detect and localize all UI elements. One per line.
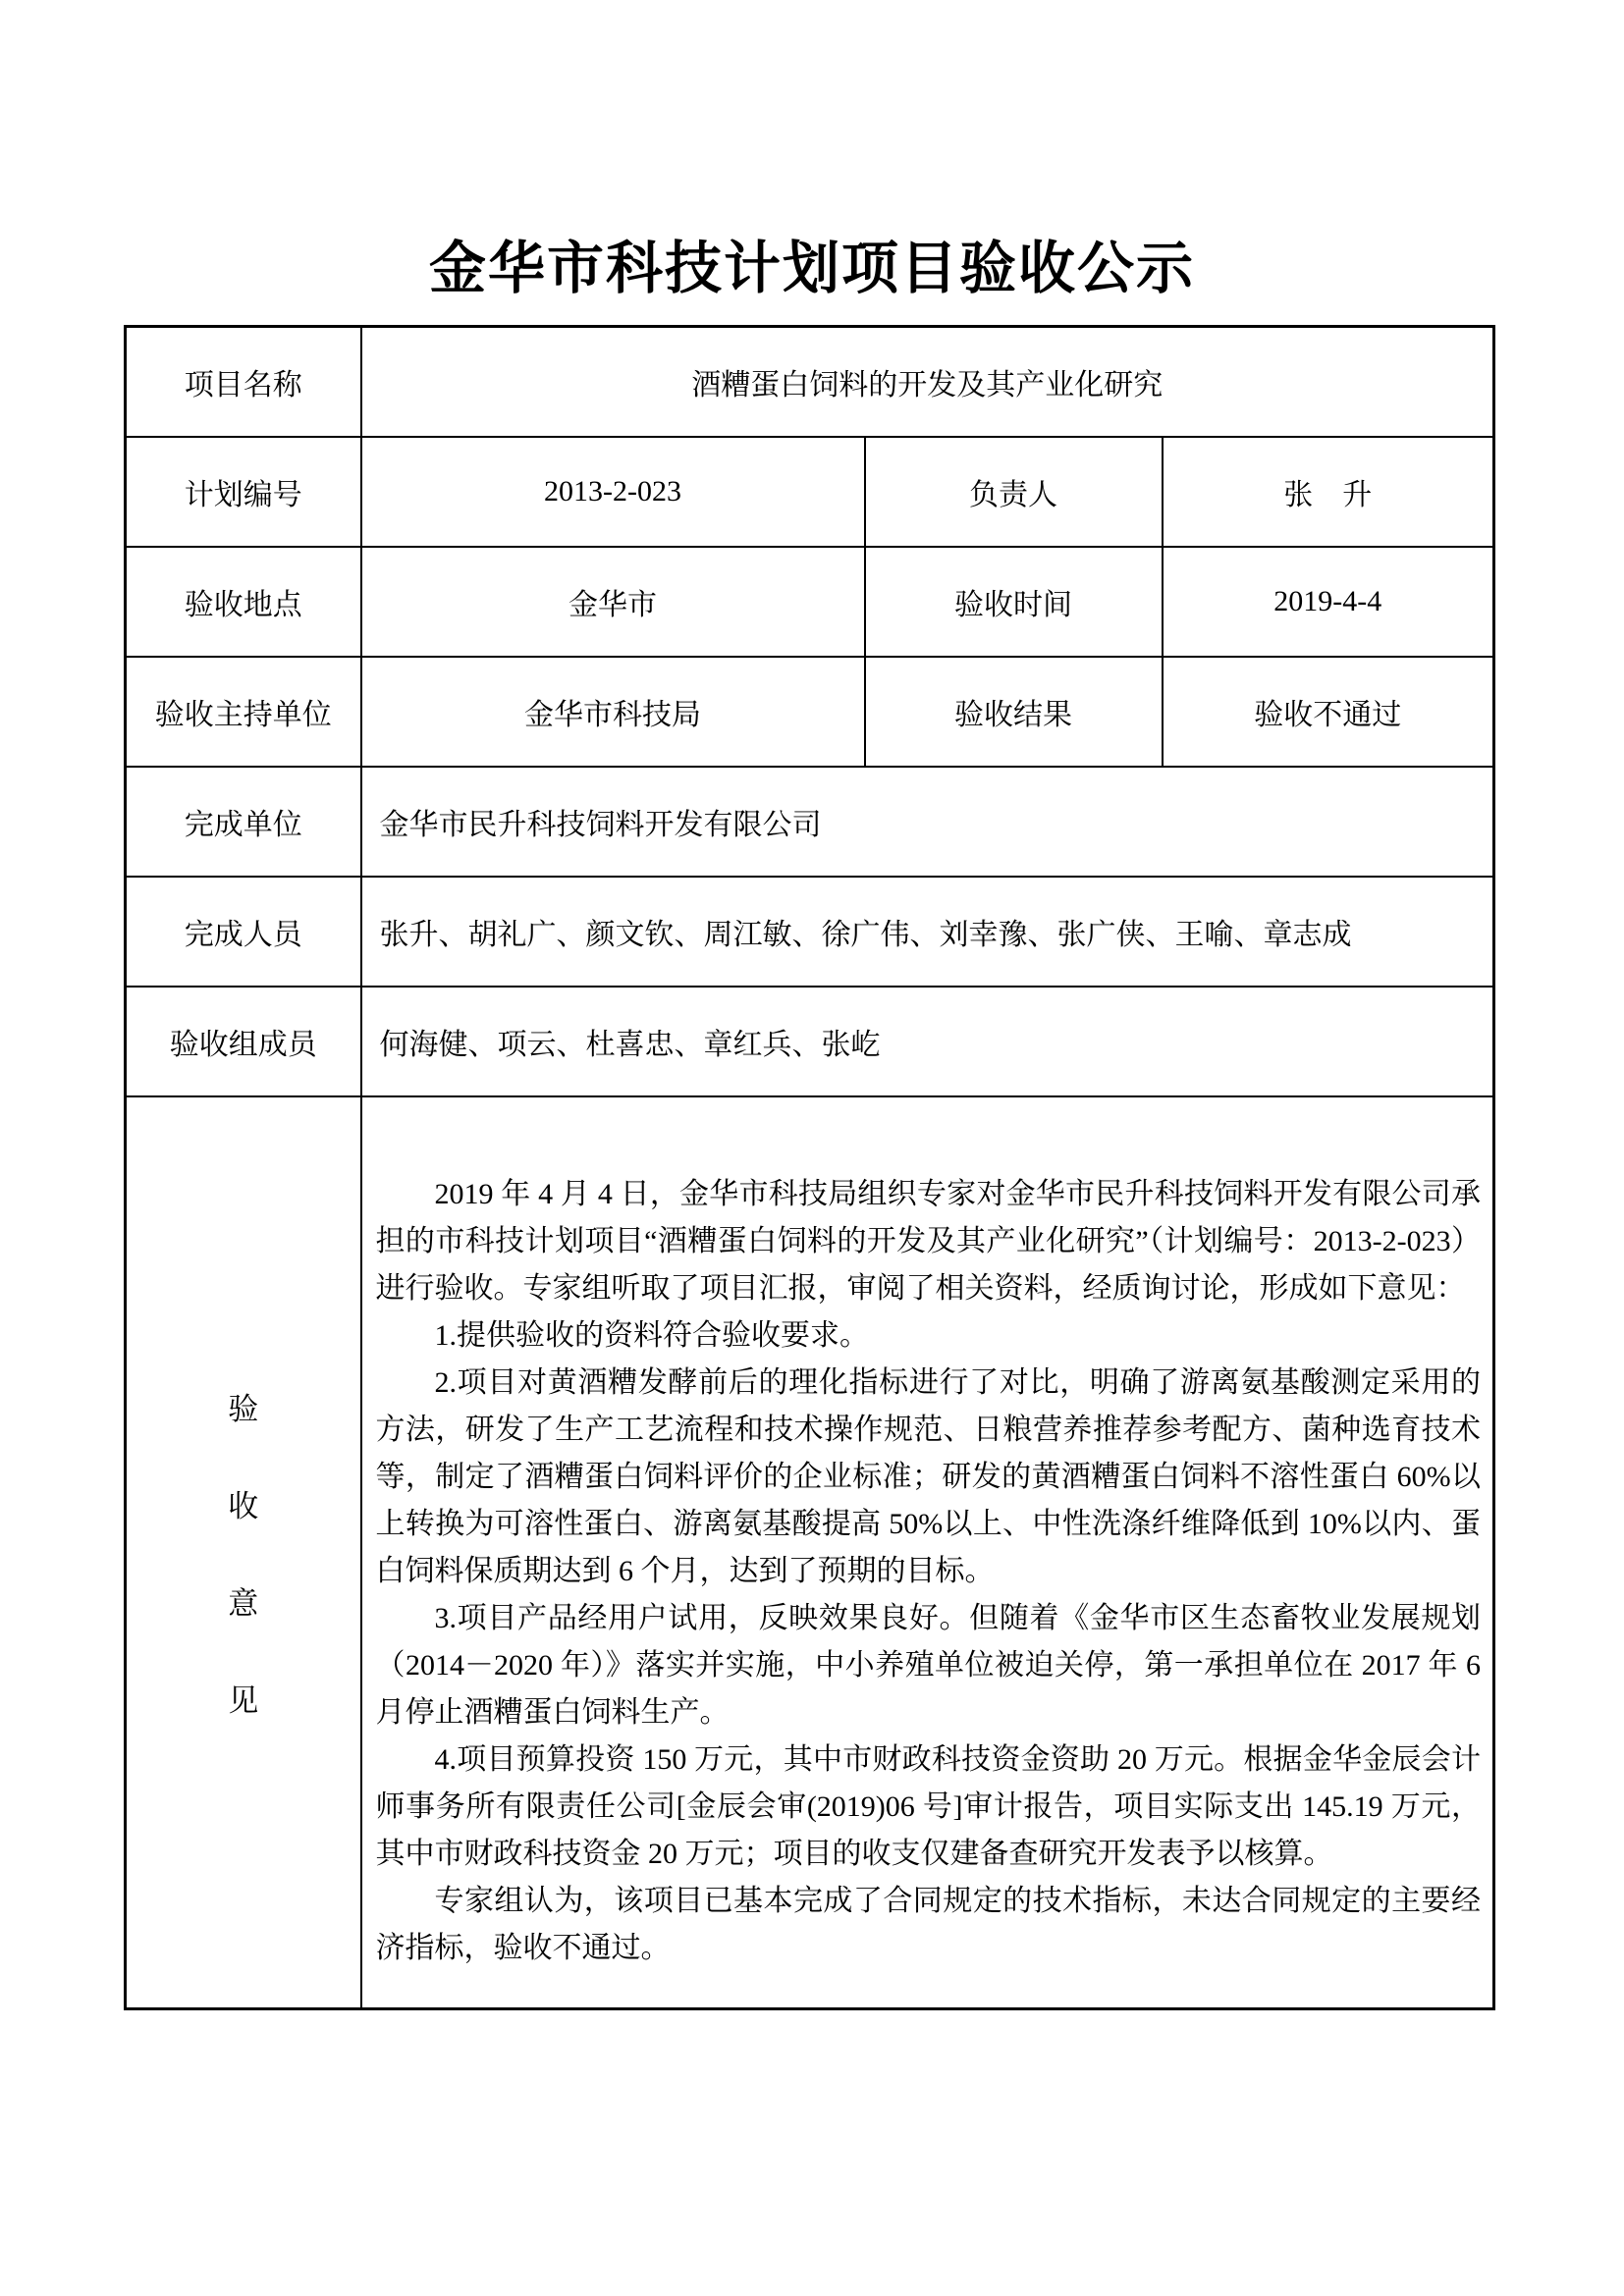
row-plan-number: [126, 437, 1494, 547]
host-unit-label: 验收主持单位: [126, 657, 361, 767]
completion-unit-label: 完成单位: [126, 767, 361, 877]
acceptance-opinion-label: [126, 1096, 361, 2009]
page-title: 金华市科技计划项目验收公示: [428, 237, 1195, 300]
acceptance-time-label: 验收时间: [865, 547, 1163, 657]
host-unit-value: 金华市科技局: [361, 657, 865, 767]
opinion-paragraph-5: 4.项目预算投资 150 万元，其中市财政科技资金资助 20 万元。根据金华金辰会计师事务所有限责任公司[金辰会审(2019)06 号]审计报告，项目实际支出 145.19 万元，其中市财政科技资金 20 万元；项目的收支仅建备查研究开发表予以核算。: [375, 1743, 1481, 1871]
opinion-label-char-2: 收: [228, 1489, 259, 1524]
acceptance-result-label: 验收结果: [865, 657, 1163, 767]
completion-unit-value: 金华市民升科技饲料开发有限公司: [361, 767, 1494, 877]
opinion-paragraph-6: 专家组认为，该项目已基本完成了合同规定的技术指标，未达合同规定的主要经济指标，验收不通过。: [375, 1885, 1481, 1965]
acceptance-group-label: 验收组成员: [126, 987, 361, 1096]
leader-label: 负责人: [865, 437, 1163, 547]
acceptance-time-value: 2019-4-4: [1163, 547, 1494, 657]
row-acceptance-opinion: [126, 1096, 1494, 2009]
row-project-name: [126, 327, 1494, 437]
row-acceptance-group: [126, 987, 1494, 1096]
opinion-paragraph-4: 3.项目产品经用户试用，反映效果良好。但随着《金华市区生态畜牧业发展规划（2014－2020 年）》落实并实施，中小养殖单位被迫关停，第一承担单位在 2017 年 6 月停止酒糟蛋白饲料生产。: [375, 1602, 1481, 1730]
acceptance-opinion-label-stack: [128, 1384, 359, 1720]
row-acceptance-place: [126, 547, 1494, 657]
opinion-paragraph-1: 2019 年 4 月 4 日，金华市科技局组织专家对金华市民升科技饲料开发有限公司承担的市科技计划项目“酒糟蛋白饲料的开发及其产业化研究”（计划编号：2013-2-023）进行验收。专家组听取了项目汇报，审阅了相关资料，经质询讨论，形成如下意见：: [375, 1178, 1481, 1306]
acceptance-table: [124, 325, 1495, 2010]
acceptance-place-value: 金华市: [361, 547, 865, 657]
opinion-label-char-4: 见: [228, 1683, 259, 1719]
acceptance-place-label: 验收地点: [126, 547, 361, 657]
opinion-paragraph-3: 2.项目对黄酒糟发酵前后的理化指标进行了对比，明确了游离氨基酸测定采用的方法，研发了生产工艺流程和技术操作规范、日粮营养推荐参考配方、菌种选育技术等，制定了酒糟蛋白饲料评价的企业标准；研发的黄酒糟蛋白饲料不溶性蛋白 60%以上转换为可溶性蛋白、游离氨基酸提高 50%以上、中性洗涤纤维降低到 10%以内、蛋白饲料保质期达到 6 个月，达到了预期的目标。: [375, 1366, 1481, 1588]
acceptance-result-value: 验收不通过: [1163, 657, 1494, 767]
row-host-unit: [126, 657, 1494, 767]
row-completion-personnel: [126, 877, 1494, 987]
project-name-value: 酒糟蛋白饲料的开发及其产业化研究: [361, 327, 1494, 437]
opinion-label-char-3: 意: [228, 1586, 259, 1622]
plan-number-label: 计划编号: [126, 437, 361, 547]
completion-personnel-value: 张升、胡礼广、颜文钦、周江敏、徐广伟、刘幸豫、张广侠、王喻、章志成: [361, 877, 1494, 987]
leader-value: 张 升: [1163, 437, 1494, 547]
completion-personnel-label: 完成人员: [126, 877, 361, 987]
project-name-label: 项目名称: [126, 327, 361, 437]
row-completion-unit: [126, 767, 1494, 877]
opinion-label-char-1: 验: [228, 1392, 259, 1427]
acceptance-group-value: 何海健、项云、杜喜忠、章红兵、张屹: [361, 987, 1494, 1096]
plan-number-value: 2013-2-023: [361, 437, 865, 547]
opinion-paragraph-2: 1.提供验收的资料符合验收要求。: [434, 1319, 869, 1353]
acceptance-opinion-text: [361, 1096, 1494, 2009]
